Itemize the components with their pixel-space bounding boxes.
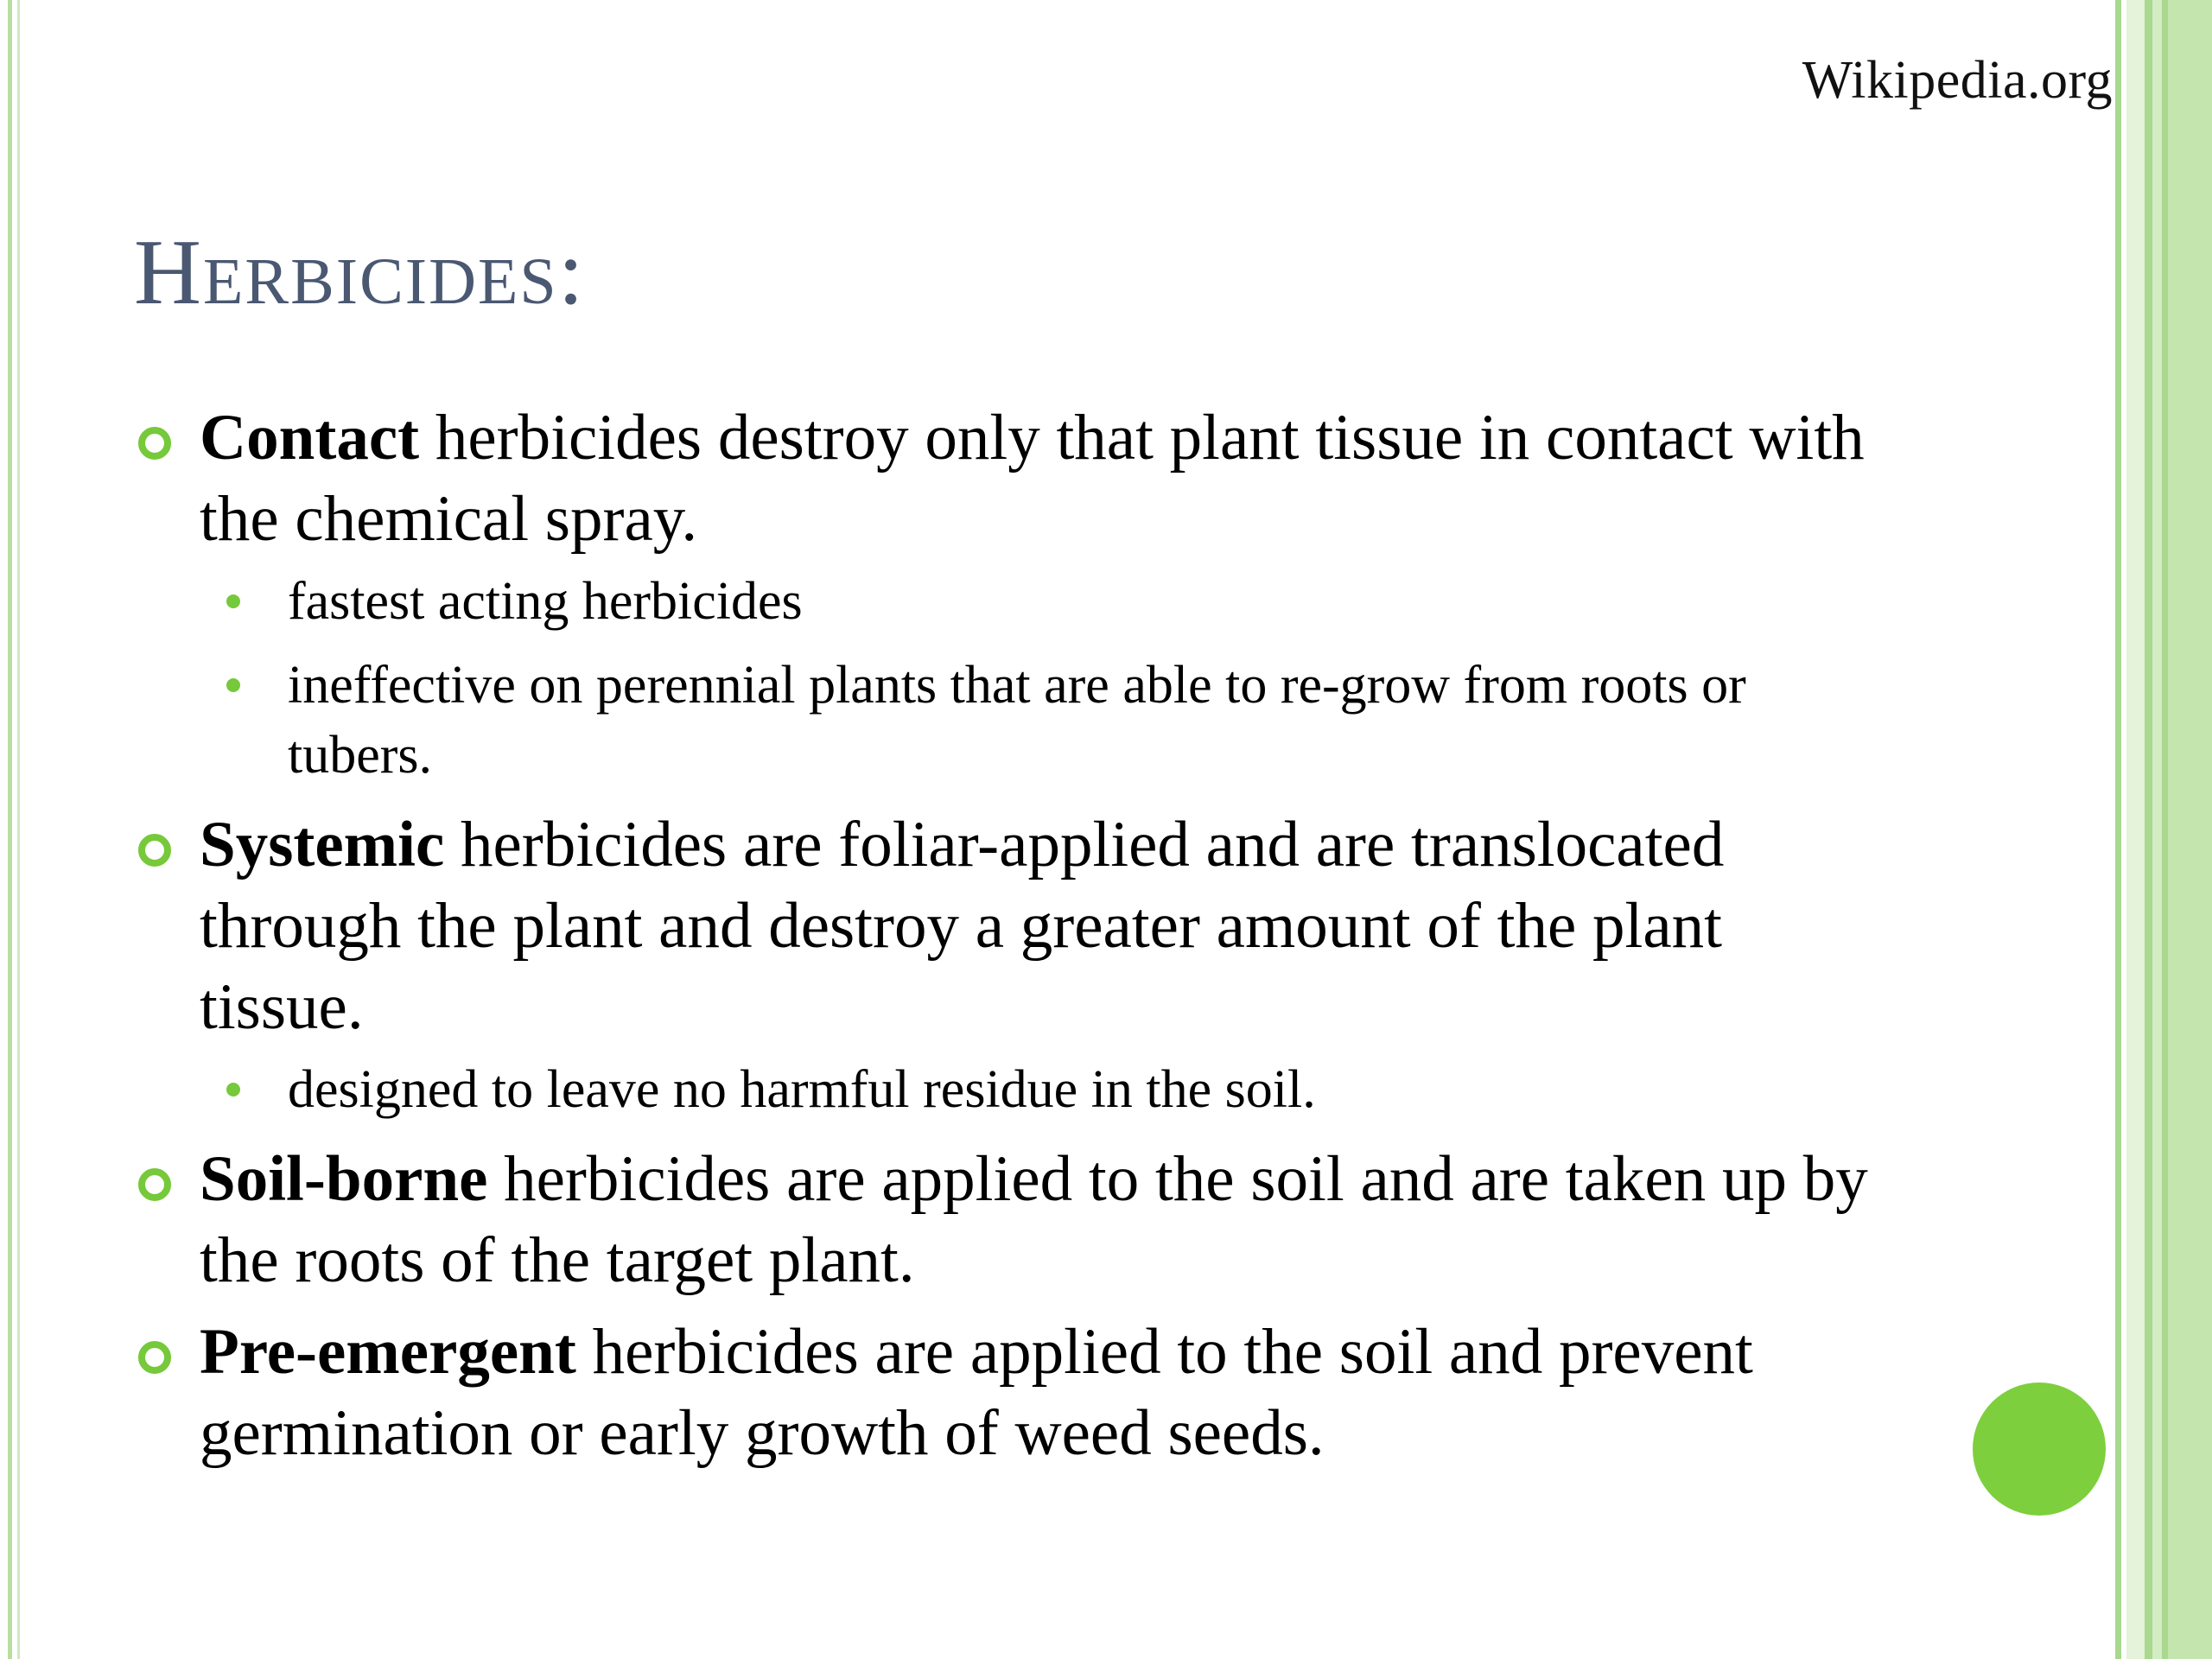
left-border-line	[8, 0, 12, 1659]
right-stripe	[2115, 0, 2121, 1659]
bullet-item-pre-emergent	[134, 1312, 1879, 1474]
bullet-term: Pre-emergent	[200, 1316, 576, 1388]
ring-bullet-icon	[138, 834, 171, 867]
sub-bullet-text: fastest acting herbicides	[288, 572, 803, 631]
dot-bullet-icon	[226, 1083, 240, 1096]
bullet-term: Contact	[200, 402, 420, 474]
slide-title: Herbicides:	[134, 221, 586, 324]
ring-bullet-icon	[138, 427, 171, 460]
bullet-text: herbicides are applied to the soil and prevent germination or early growth of weed seeds.	[200, 1316, 1753, 1469]
bullet-item-systemic	[134, 804, 1879, 1048]
dot-bullet-icon	[226, 678, 240, 692]
sub-bullet-item	[134, 651, 1879, 791]
bullet-text: herbicides are applied to the soil and are taken up by the roots of the target plant.	[200, 1143, 1868, 1296]
bullet-item-soil-borne	[134, 1139, 1879, 1301]
ring-bullet-icon	[138, 1341, 171, 1374]
sub-bullet-item	[134, 567, 1879, 637]
source-label: Wikipedia.org	[1802, 51, 2113, 110]
bullet-term: Systemic	[200, 809, 445, 880]
right-stripe	[2145, 0, 2152, 1659]
bullet-text: herbicides destroy only that plant tissue in contact with the chemical spray.	[200, 402, 1865, 555]
right-stripe	[2126, 0, 2145, 1659]
dot-bullet-icon	[226, 594, 240, 608]
left-border-line-inner	[17, 0, 20, 1659]
sub-bullet-text: designed to leave no harmful residue in the soil.	[288, 1060, 1316, 1119]
bullet-text: herbicides are foliar-applied and are translocated through the plant and destroy a greater amount of the plant tissue.	[200, 809, 1725, 1043]
right-stripe	[2162, 0, 2168, 1659]
bullet-term: Soil-borne	[200, 1143, 488, 1215]
sub-bullet-text: ineffective on perennial plants that are able to re-grow from roots or tubers.	[288, 656, 1746, 785]
ring-bullet-icon	[138, 1168, 171, 1201]
right-stripe	[2152, 0, 2162, 1659]
right-stripe	[2168, 0, 2212, 1659]
bullet-list	[134, 397, 1879, 1481]
sub-bullet-item	[134, 1055, 1879, 1125]
decorative-circle	[1973, 1382, 2106, 1516]
bullet-item-contact	[134, 397, 1879, 560]
